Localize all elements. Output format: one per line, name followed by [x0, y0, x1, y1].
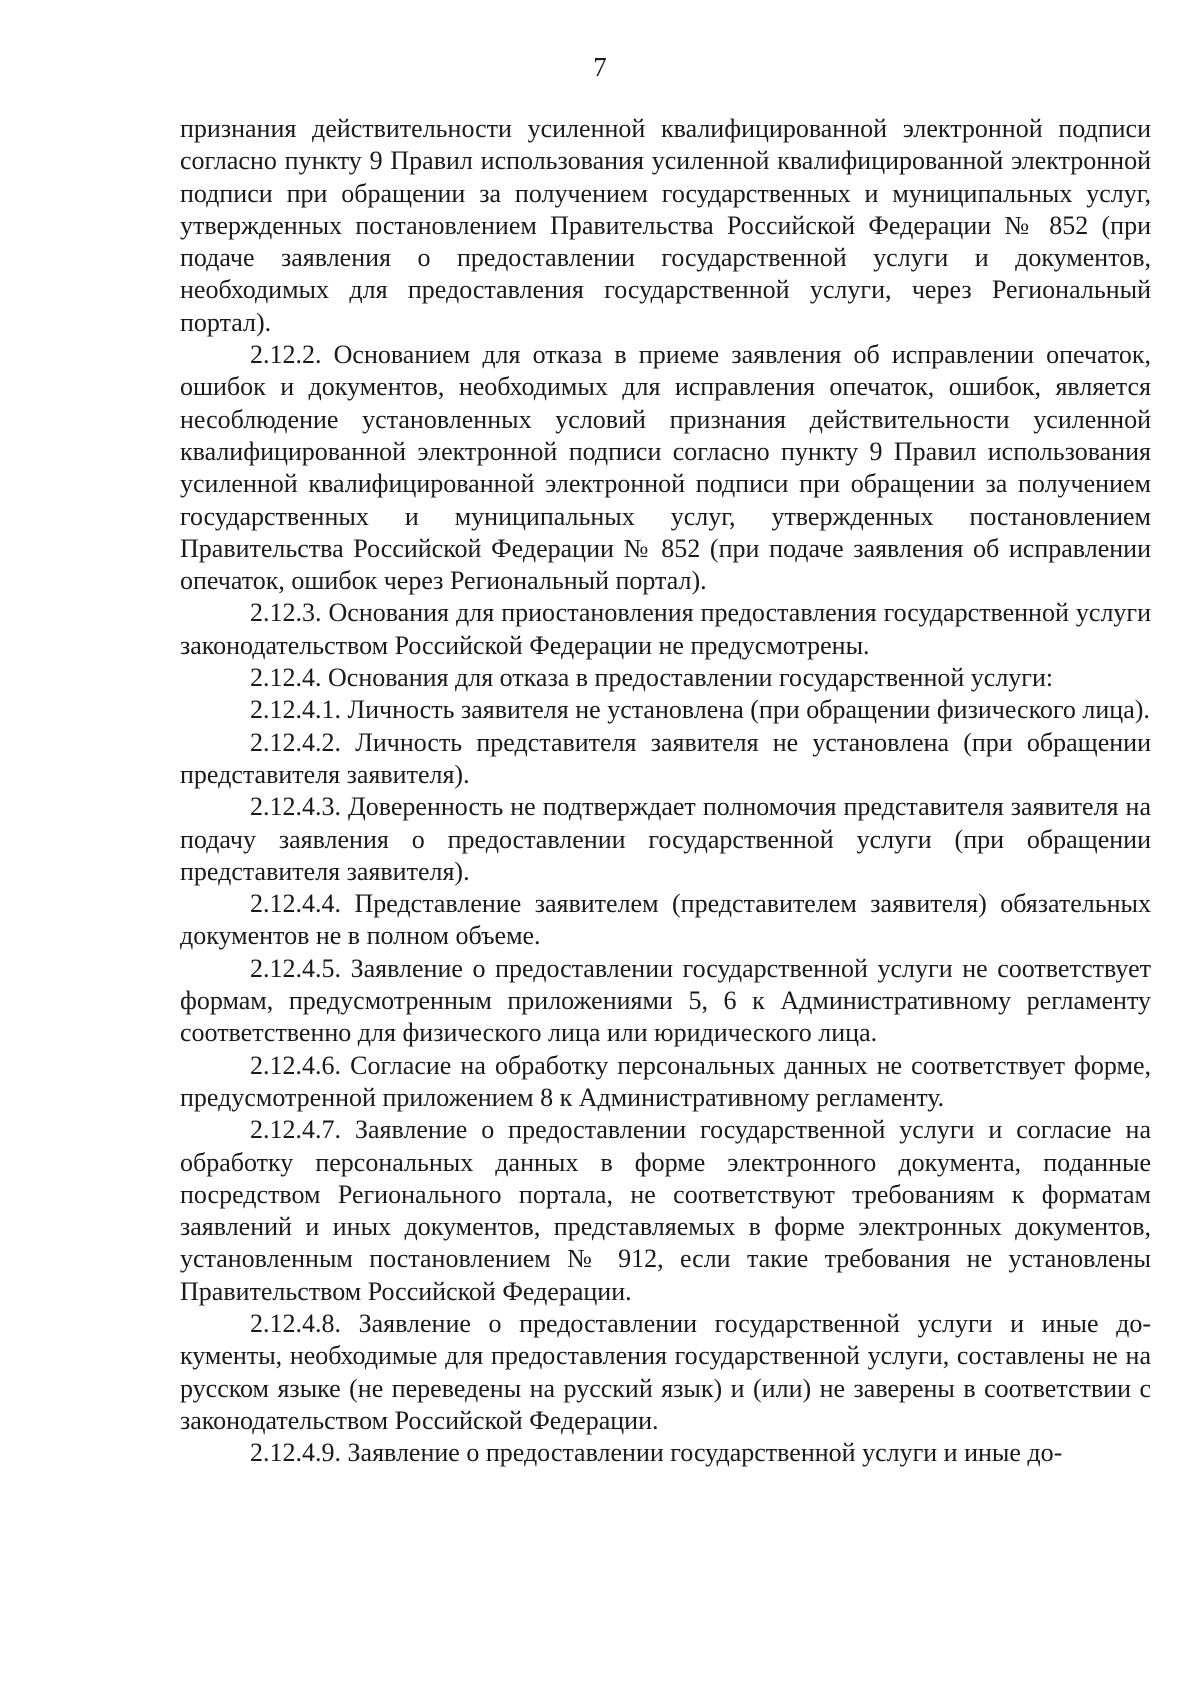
paragraph: 2.12.4.1. Личность заявителя не установлена (при обращении физического лица).: [250, 695, 1150, 725]
paragraph: 2.12.4.4. Представление заявителем (представителем заявителя) обязательных документов не в полном объеме.: [180, 889, 1151, 951]
document-body: [180, 113, 1151, 1469]
paragraph: 2.12.4.8. Заявление о предоставлении государственной услуги и иные документы, необходимые для предоставления государственной услуги, составлены не на русском языке (не переведены на русский язык) и (или) не заверены в соответствии с законодательством Российской Федерации.: [180, 1308, 1151, 1435]
paragraph: 2.12.4.2. Личность представителя заявителя не установлена (при обращении представителя заявителя).: [180, 727, 1151, 789]
paragraph: 2.12.3. Основания для приостановления предоставления государственной услуги законодательством Российской Федерации не предусмотрены.: [180, 598, 1151, 660]
paragraph: 2.12.4. Основания для отказа в предоставлении государственной услуги:: [250, 663, 1054, 693]
paragraph: 2.12.4.9. Заявление о предоставлении государственной услуги и иные до-: [250, 1438, 1063, 1468]
paragraph: 2.12.4.7. Заявление о предоставлении государственной услуги и согласие на обработку персональных данных в форме электронного документа, поданные посредством Регионального портала, не соответствуют требованиям к форматам заявлений и иных документов, представляемых в форме электронных документов, установленным постановлением № 912, если такие требования не установлены Правительством Российской Федерации.: [180, 1115, 1151, 1306]
paragraph: признания действительности усиленной квалифицированной электронной подписи согласно пункту 9 Правил использования усиленной квалифицированной электронной подписи при обращении за получением государственных и муниципальных услуг, утвержденных постановлением Правительства Российской Федерации № 852 (при подаче заявления о предоставлении государственной услуги и документов, необходимых для предоставления государственной услуги, через Региональный портал).: [180, 114, 1151, 337]
paragraph: 2.12.4.3. Доверенность не подтверждает полномочия представителя заявителя на подачу заявления о предоставлении государственной услуги (при обращении представителя заявителя).: [180, 792, 1151, 886]
page-number: 7: [593, 52, 607, 82]
paragraph: 2.12.2. Основанием для отказа в приеме заявления об исправлении опечаток, ошибок и документов, необходимых для исправления опечаток, ошибок, является несоблюдение установленных условий признания действительности усиленной квалифицированной электронной подписи согласно пункту 9 Правил использования усиленной квалифицированной электронной подписи при обращении за получением государственных и муниципальных услуг, утвержденных постановлением Правительства Российской Федерации № 852 (при подаче заявления об исправлении опечаток, ошибок через Региональный портал).: [180, 340, 1151, 596]
paragraph: 2.12.4.6. Согласие на обработку персональных данных не соответствует форме, предусмотренной приложением 8 к Административному регламенту.: [180, 1050, 1151, 1112]
paragraph: 2.12.4.5. Заявление о предоставлении государственной услуги не соответствует формам, предусмотренным приложениями 5, 6 к Административному регламенту соответственно для физического лица или юридического лица.: [180, 953, 1151, 1048]
